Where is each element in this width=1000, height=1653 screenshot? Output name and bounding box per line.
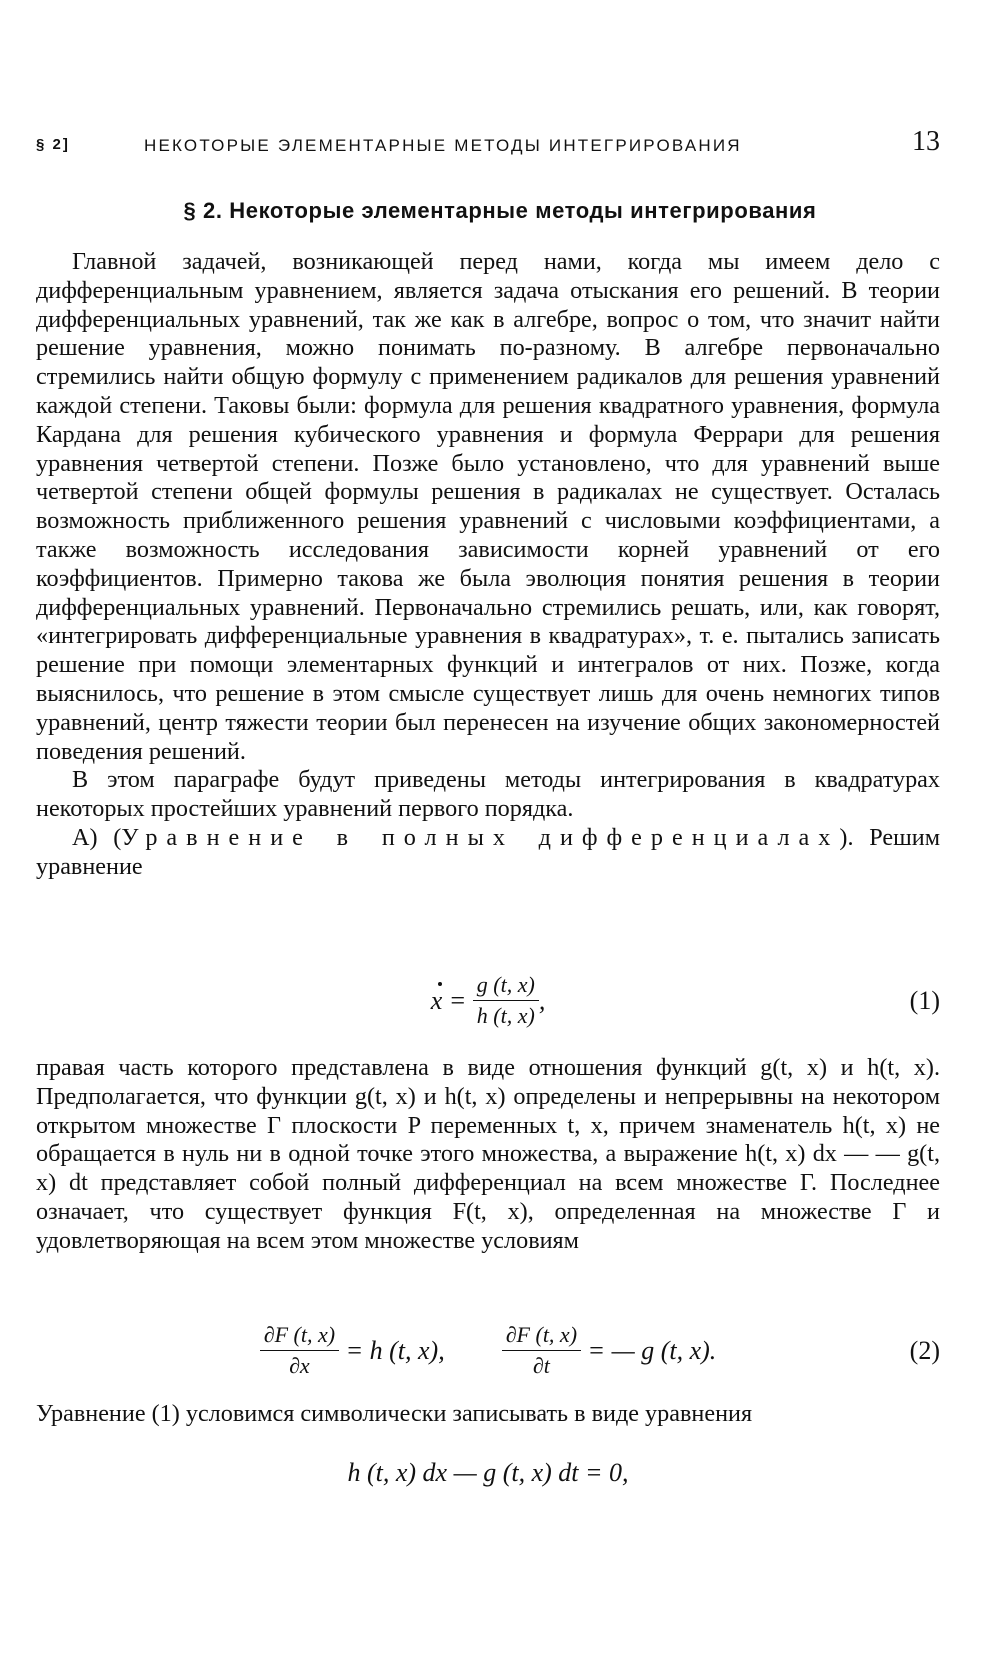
equation-3-content: h (t, x) dx — g (t, x) dt = 0, (347, 1458, 629, 1487)
running-head-section: § 2] (36, 136, 70, 153)
text-block-intro (36, 248, 940, 882)
eq2-rhs-2: = — g (t, x). (587, 1335, 717, 1365)
eq1-numerator: g (t, x) (473, 972, 539, 1001)
item-a-spaced-title: Уравнение в полных дифференциалах (121, 823, 840, 851)
paragraph-this-section: В этом параграфе будут приведены методы интегрирования в квадратурах некоторых простейших уравнений первого порядка. (36, 766, 940, 823)
eq2-denominator-1: ∂x (289, 1353, 310, 1378)
equation-3 (36, 1458, 940, 1494)
eq1-denominator: h (t, x) (476, 1003, 535, 1028)
equation-1 (36, 972, 940, 1032)
equation-2 (36, 1322, 940, 1382)
running-head-title: НЕКОТОРЫЕ ЭЛЕМЕНТАРНЫЕ МЕТОДЫ ИНТЕГРИРОВАНИЯ (144, 136, 742, 155)
paragraph-after-eq2: Уравнение (1) условимся символически записывать в виде уравнения (36, 1400, 753, 1427)
text-block-after-eq2 (36, 1400, 940, 1429)
section-title: § 2. Некоторые элементарные методы интегрирования (183, 198, 817, 223)
equation-1-number: (1) (909, 986, 940, 1015)
eq1-comma: , (538, 985, 546, 1015)
eq2-rhs-1: = h (t, x), (345, 1335, 445, 1365)
eq2-numerator-2: ∂F (t, x) (502, 1322, 581, 1351)
equation-2-number: (2) (909, 1336, 940, 1365)
equation-1-content (36, 972, 940, 1029)
paragraph-item-a (36, 824, 940, 882)
eq1-lhs: x (430, 985, 443, 1015)
eq2-denominator-2: ∂t (532, 1353, 550, 1378)
item-a-after: ). Решим уравнение (36, 823, 940, 880)
page-number: 13 (912, 126, 940, 157)
text-block-after-eq1 (36, 1054, 940, 1256)
paragraph-after-eq1: правая часть которого представлена в виде отношения функций g(t, x) и h(t, x). Предполагается, что функции g(t, x) и h(t, x) определены и непрерывны на некотором открытом множестве Γ плоскости P переменных t, x, причем знаменатель h(t, x) не обращается в нуль ни в одной точке этого множества, а выражение h(t, x) dx — — g(t, x) dt представляет собой полный дифференциал на всем множестве Γ. Последнее означает, что существует функция F(t, x), определенная на множестве Γ и удовлетворяющая на всем этом множестве условиям (36, 1054, 940, 1254)
equation-2-content (36, 1322, 940, 1379)
paragraph-main-problem: Главной задачей, возникающей перед нами, когда мы имеем дело с дифференциальным уравнением, является задача отыскания его решений. В теории дифференциальных уравнений, так же как в алгебре, вопрос о том, что значит найти решение уравнения, можно понимать по-разному. В алгебре первоначально стремились найти общую формулу с применением радикалов для решения уравнений каждой степени. Таковы были: формула для решения квадратного уравнения, формула Кардана для решения кубического уравнения и формула Феррари для решения уравнения четвертой степени. Позже было установлено, что для уравнений выше четвертой степени общей формулы решения в радикалах не существует. Осталась возможность приближенного решения уравнений с числовыми коэффициентами, а также возможность исследования зависимости корней уравнений от его коэффициентов. Примерно такова же была эволюция понятия решения в теории дифференциальных уравнений. Первоначально стремились решать, или, как говорят, «интегрировать дифференциальные уравнения в квадратурах», т. е. пытались записать решение при помощи элементарных функций и интегралов от них. Позже, когда выяснилось, что решение в этом смысле существует лишь для очень немногих типов уравнений, центр тяжести теории был перенесен на изучение общих закономерностей поведения решений. (36, 248, 940, 765)
eq1-equals: = (448, 985, 467, 1015)
running-head (36, 126, 940, 162)
item-a-label: А) ( (72, 823, 122, 851)
eq2-fraction-1 (260, 1322, 339, 1379)
eq2-fraction-2 (502, 1322, 581, 1379)
eq1-fraction (473, 972, 539, 1029)
eq2-numerator-1: ∂F (t, x) (260, 1322, 339, 1351)
